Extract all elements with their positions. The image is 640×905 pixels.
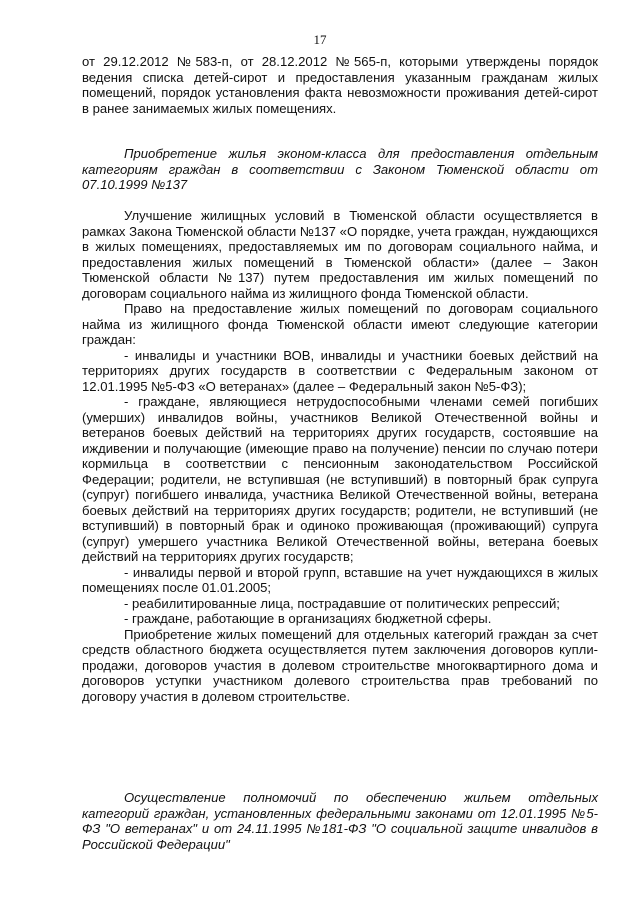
heading-text: Приобретение жилья эконом-класса для предоставления отдельным категориям граждан в соответствии с Законом Тюменской области от 07.10.1999 №137 xyxy=(82,146,598,192)
body-paragraphs xyxy=(82,208,598,704)
section-heading-federal-powers xyxy=(82,790,598,852)
heading-text: Осуществление полномочий по обеспечению жильем отдельных категорий граждан, установленных федеральными законами от 12.01.1995 №5-ФЗ "О ветеранах" и от 24.11.1995 №181-ФЗ "О социальной защите инвалидов в Российской Федерации" xyxy=(82,790,598,852)
list-item: - граждане, являющиеся нетрудоспособными членами семей погибших (умерших) инвалидов войны, участников Великой Отечественной войны и ветеранов боевых действий на территориях других государств, состоявшие на иждивении и получающие (имеющие право на получение) пенсии по случаю потери кормильца в соответствии с пенсионным законодательством Российской Федерации; родители, не вступившая (не вступивший) в повторный брак супруга (супруг) погибшего инвалида, участника Великой Отечественной войны, ветерана боевых действий на территориях других государств; родители, не вступивший (не вступивший) в повторный брак и одиноко проживающая (проживающий) супруга (супруг) умершего участника Великой Отечественной войны, ветерана боевых действий на территориях других государств; xyxy=(82,394,598,564)
page-number: 17 xyxy=(313,32,327,47)
list-item: - граждане, работающие в организациях бюджетной сферы. xyxy=(124,611,492,626)
paragraph: Право на предоставление жилых помещений по договорам социального найма из жилищного фонда Тюменской области имеют следующие категории граждан: xyxy=(82,301,598,347)
list-item: - реабилитированные лица, пострадавшие от политических репрессий; xyxy=(124,595,560,611)
list-item: - инвалиды первой и второй групп, вставшие на учет нуждающихся в жилых помещениях после 01.01.2005; xyxy=(82,564,598,595)
list-item: - инвалиды и участники ВОВ, инвалиды и участники боевых действий на территориях других государств в соответствии с Федеральным законом от 12.01.1995 №5-ФЗ «О ветеранах» (далее – Федеральный закон №5-ФЗ); xyxy=(82,347,598,394)
paragraph: Приобретение жилых помещений для отдельных категорий граждан за счет средств областного бюджета осуществляется путем заключения договоров купли-продажи, договоров участия в долевом строительстве многоквартирного дома и договоров уступки участником долевого строительства прав требований по договору участия в долевом строительстве. xyxy=(82,626,598,704)
paragraph: Улучшение жилищных условий в Тюменской области осуществляется в рамках Закона Тюменской области №137 «О порядке, учета граждан, нуждающихся в жилых помещениях, предоставляемых им по договорам социального найма, и предоставления жилых помещений в Тюменской области» (далее – Закон Тюменской области №137) путем предоставления им жилых помещений по договорам социального найма из жилищного фонда Тюменской области. xyxy=(82,208,598,301)
intro-paragraph xyxy=(82,54,598,116)
section-heading-econom-housing xyxy=(82,146,598,193)
paragraph-text: от 29.12.2012 №583-п, от 28.12.2012 №565-п, которыми утверждены порядок ведения списка детей-сирот и предоставления указанным гражданам жилых помещений, порядок установления факта невозможности проживания детей-сирот в ранее занимаемых жилых помещениях. xyxy=(82,54,598,116)
